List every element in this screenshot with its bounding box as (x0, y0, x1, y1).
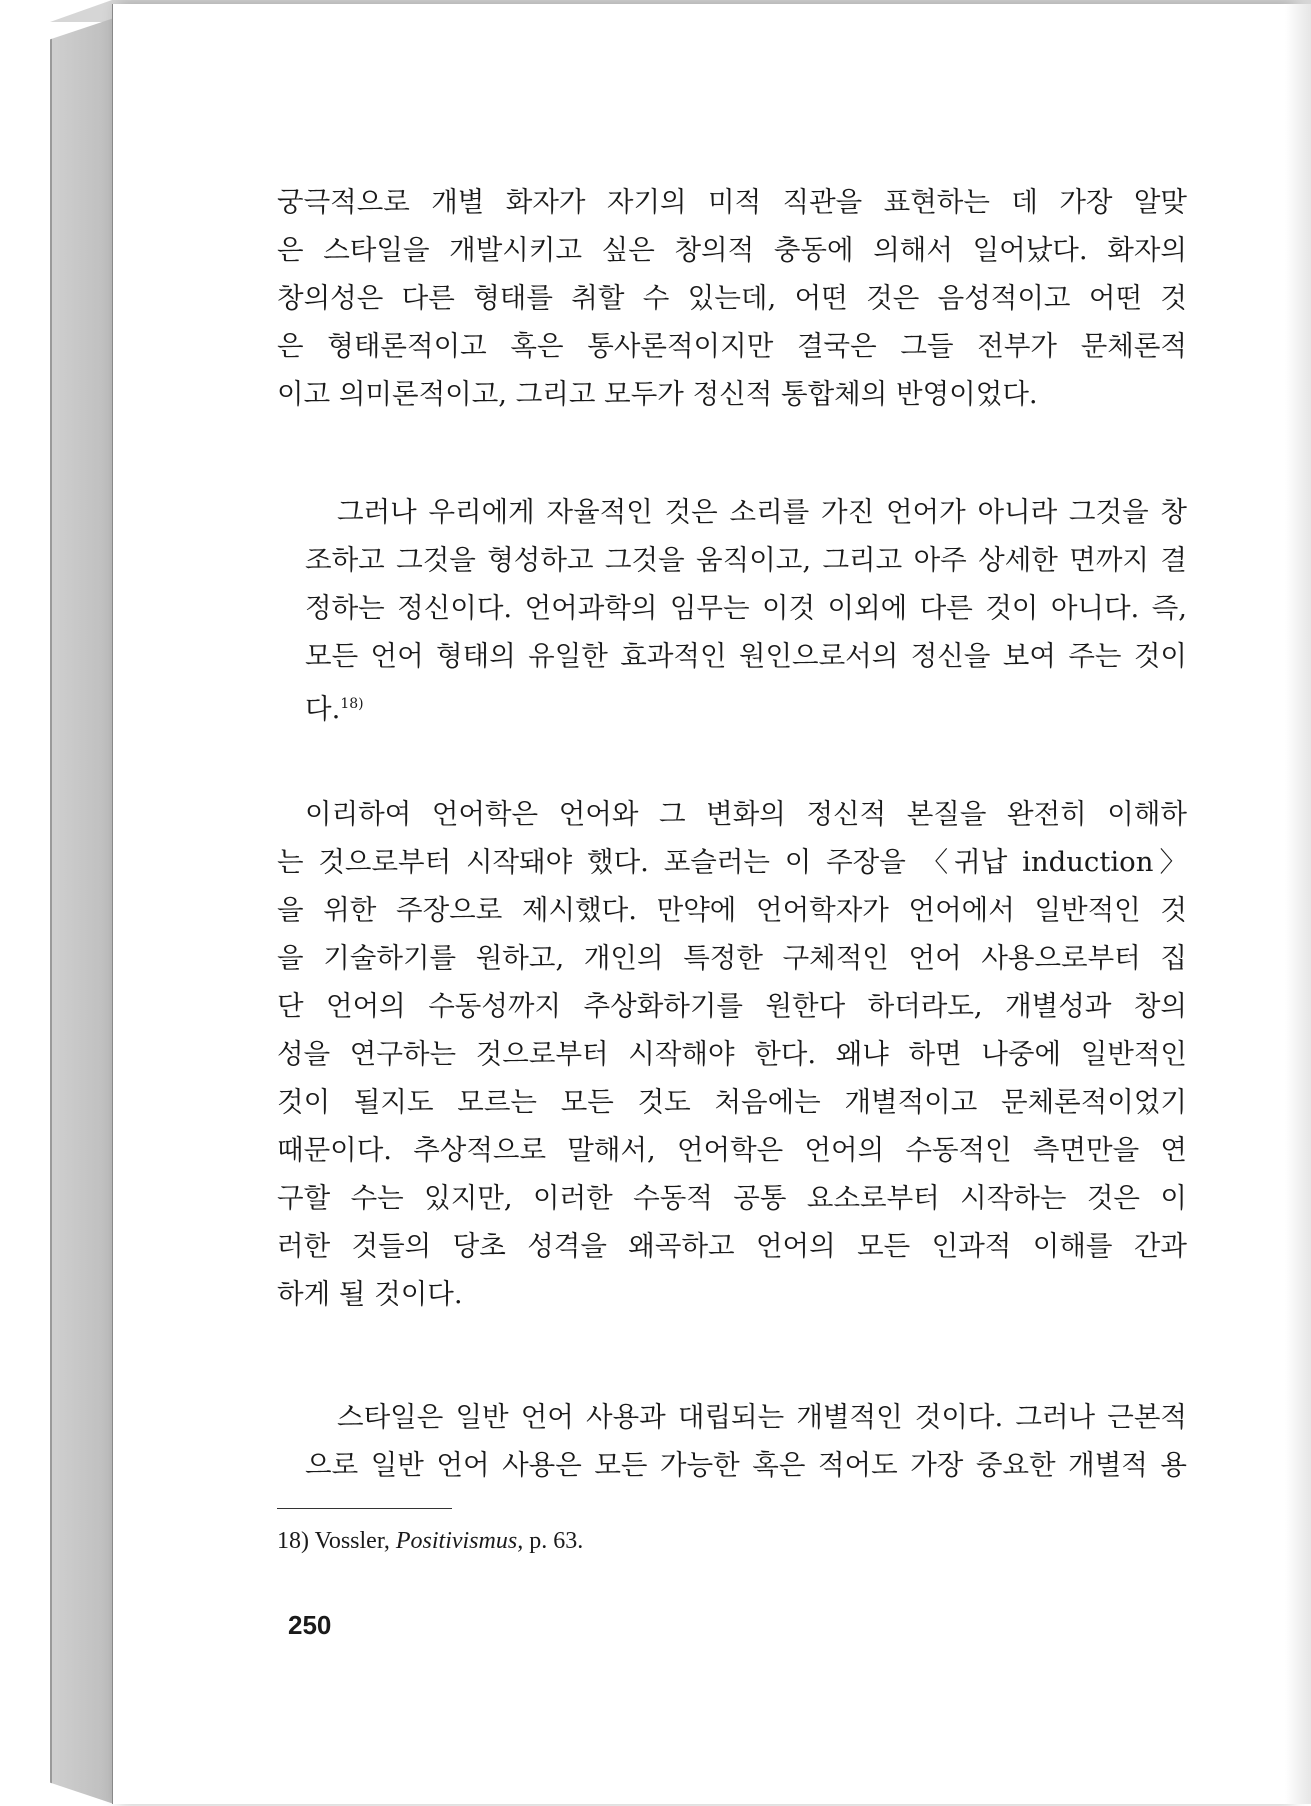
text-line: 러한 것들의 당초 성격을 왜곡하고 언어의 모든 인과적 이해를 간과 (277, 1230, 1187, 1262)
paragraph-2 (277, 790, 1187, 1318)
book-spine-edge (50, 18, 114, 1804)
block-quote-1 (305, 488, 1187, 728)
text-line: 을 위한 주장으로 제시했다. 만약에 언어학자가 언어에서 일반적인 것 (277, 894, 1187, 926)
paragraph-1 (277, 178, 1187, 418)
text-line: 단 언어의 수동성까지 추상화하기를 원한다 하더라도, 개별성과 창의 (277, 990, 1187, 1022)
footnote-author: Vossler, (314, 1528, 390, 1554)
text-line: 모든 언어 형태의 유일한 효과적인 원인으로서의 정신을 보여 주는 것이 (305, 640, 1187, 672)
footnote-separator (277, 1508, 452, 1509)
text-line: 으로 일반 언어 사용은 모든 가능한 혹은 적어도 가장 중요한 개별적 용 (305, 1449, 1187, 1481)
page-number: 250 (288, 1610, 332, 1640)
footnote-number: 18) (277, 1528, 309, 1554)
text-line: 정하는 정신이다. 언어과학의 임무는 이것 이외에 다른 것이 아니다. 즉, (305, 592, 1187, 624)
text-line: 궁극적으로 개별 화자가 자기의 미적 직관을 표현하는 데 가장 알맞 (277, 186, 1187, 218)
footnote-title: Positivismus, (395, 1528, 524, 1554)
text-line: 이리하여 언어학은 언어와 그 변화의 정신적 본질을 완전히 이해하 (305, 798, 1187, 830)
block-quote-2 (305, 1393, 1187, 1489)
text-line: 은 형태론적이고 혹은 통사론적이지만 결국은 그들 전부가 문체론적 (277, 330, 1187, 362)
footnote-18 (277, 1528, 583, 1555)
text-line: 것이 될지도 모르는 모든 것도 처음에는 개별적이고 문체론적이었기 (277, 1086, 1187, 1118)
text-line: 하게 될 것이다. (277, 1278, 463, 1310)
page-curl-shade (1285, 4, 1311, 1804)
text-line: 창의성은 다른 형태를 취할 수 있는데, 어떤 것은 음성적이고 어떤 것 (277, 282, 1187, 314)
text-line: 은 스타일을 개발시키고 싶은 창의적 충동에 의해서 일어났다. 화자의 (277, 234, 1187, 266)
text-line: 그러나 우리에게 자율적인 것은 소리를 가진 언어가 아니라 그것을 창 (337, 496, 1187, 528)
text-line: 을 기술하기를 원하고, 개인의 특정한 구체적인 언어 사용으로부터 집 (277, 942, 1187, 974)
text-line: 스타일은 일반 언어 사용과 대립되는 개별적인 것이다. 그러나 근본적 (337, 1401, 1187, 1433)
quote-last-word: 다. (305, 693, 341, 726)
text-line: 성을 연구하는 것으로부터 시작해야 한다. 왜냐 하면 나중에 일반적인 (277, 1038, 1187, 1070)
text-line: 는 것으로부터 시작돼야 했다. 포슬러는 이 주장을 〈귀납 induction〉 (277, 846, 1187, 878)
text-line: 때문이다. 추상적으로 말해서, 언어학은 언어의 수동적인 측면만을 연 (277, 1134, 1187, 1166)
text-line (305, 680, 1187, 728)
footnote-page: p. 63. (529, 1528, 584, 1554)
text-line: 구할 수는 있지만, 이러한 수동적 공통 요소로부터 시작하는 것은 이 (277, 1182, 1187, 1214)
text-line: 이고 의미론적이고, 그리고 모두가 정신적 통합체의 반영이었다. (277, 378, 1038, 410)
footnote-reference[interactable]: 18) (340, 696, 364, 712)
text-line: 조하고 그것을 형성하고 그것을 움직이고, 그리고 아주 상세한 면까지 결 (305, 544, 1187, 576)
